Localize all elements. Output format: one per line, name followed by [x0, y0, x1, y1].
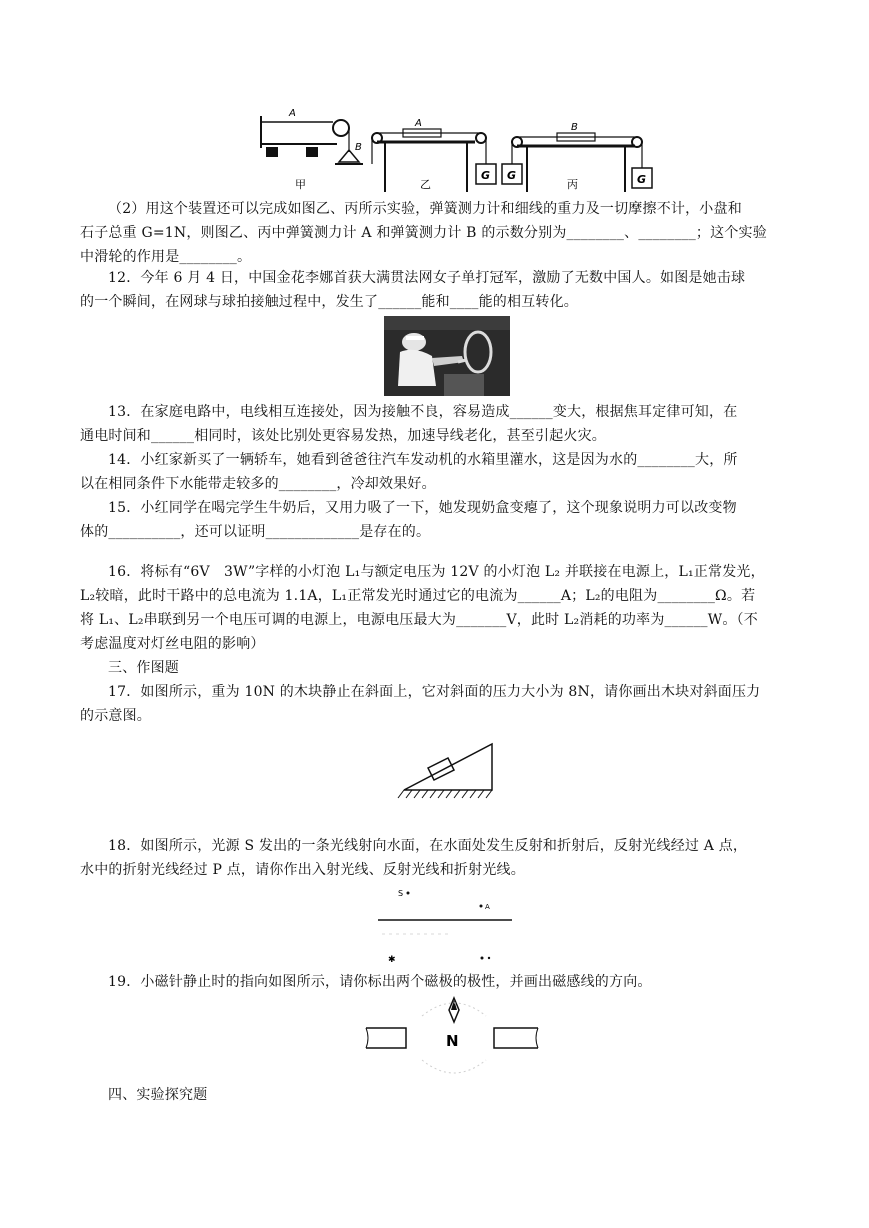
q13-line-1: 13．在家庭电路中，电线相互连接处，因为接触不良，容易造成______变大，根据焦耳定律可知，在: [108, 404, 738, 420]
q12-line-2: 的一个瞬间，在网球与球拍接触过程中，发生了______能和____能的相互转化。: [80, 294, 578, 310]
compass-needle: [449, 998, 459, 1022]
source-s-label: S: [398, 889, 404, 898]
label-a1: A: [289, 108, 296, 119]
q16-line-4: 考虑温度对灯丝电阻的影响）: [80, 636, 265, 652]
magnet-right: [494, 1028, 538, 1048]
section-3-heading: 三、作图题: [108, 660, 179, 676]
label-jia: 甲: [295, 178, 306, 191]
q17-line-2: 的示意图。: [80, 708, 151, 724]
incline-block-figure: [396, 742, 502, 800]
label-b1: B: [355, 142, 362, 153]
label-yi: 乙: [420, 178, 431, 191]
q11-line-1: （2）用这个装置还可以完成如图乙、丙所示实验，弹簧测力计和细线的重力及一切摩擦不计，小盘和: [108, 201, 742, 217]
q18-line-1: 18．如图所示，光源 S 发出的一条光线射向水面，在水面处发生反射和折射后，反射光线经过 A 点，: [108, 838, 748, 854]
q11-line-3: 中滑轮的作用是________。: [80, 249, 252, 265]
q12-line-1: 12．今年 6 月 4 日，中国金花李娜首获大满贯法网女子单打冠军，激励了无数中国人。如图是她击球: [108, 270, 746, 286]
weight-g-bing-right: G: [637, 173, 647, 186]
q11-line-2: 石子总重 G=1N，则图乙、丙中弹簧测力计 A 和弹簧测力计 B 的示数分别为________、________；这个实验: [80, 225, 767, 241]
tennis-photo: [384, 316, 510, 396]
q15-line-2: 体的__________，还可以证明_____________是存在的。: [80, 524, 431, 540]
q15-line-1: 15．小红同学在喝完学生牛奶后，又用力吸了一下，她发现奶盒变瘪了，这个现象说明力可以改变物: [108, 500, 737, 516]
section-4-heading: 四、实验探究题: [108, 1087, 208, 1103]
magnet-needle-figure: [362, 996, 542, 1082]
q11-part2-cont: [80, 221, 792, 269]
wood-block: [428, 758, 454, 780]
point-a-label: A: [485, 903, 490, 911]
water-surface-figure: [368, 884, 518, 966]
pulley-experiment-figure: [255, 104, 665, 194]
magnet-left: [366, 1028, 406, 1048]
q17-line-1: 17．如图所示，重为 10N 的木块静止在斜面上，它对斜面的压力大小为 8N，请你画出木块对斜面压力: [108, 684, 761, 700]
label-bing: 丙: [567, 178, 578, 191]
figure-jia: [261, 116, 363, 164]
needle-n-label: N: [446, 1032, 459, 1050]
q18-line-2: 水中的折射光线经过 P 点，请你作出入射光线、反射光线和折射光线。: [80, 862, 525, 878]
weight-g-bing-left: G: [507, 169, 517, 182]
label-a2: A: [415, 118, 422, 129]
q19-line-1: 19．小磁针静止时的指向如图所示，请你标出两个磁极的极性，并画出磁感线的方向。: [108, 974, 652, 990]
q11-part2: [80, 197, 792, 221]
weight-g-yi: G: [481, 169, 491, 182]
figure-yi: [372, 129, 496, 192]
point-p-dot: [481, 957, 484, 960]
q16-line-1: 16．将标有“6V 3W”字样的小灯泡 L₁与额定电压为 12V 的小灯泡 L₂ 并联接在电源上，L₁正常发光，: [108, 564, 765, 580]
q16-line-3: 将 L₁、L₂串联到另一个电压可调的电源上，电源电压最大为_______V，此时 L₂消耗的功率为______W。（不: [80, 612, 758, 628]
q16-line-2: L₂较暗，此时干路中的总电流为 1.1A，L₁正常发光时通过它的电流为______A；L₂的电阻为________Ω。若: [80, 588, 756, 604]
q14-line-2: 以在相同条件下水能带走较多的________，冷却效果好。: [80, 476, 436, 492]
source-s-dot: [407, 892, 410, 895]
q13-line-2: 通电时间和______相同时，该处比别处更容易发热，加速导线老化，甚至引起火灾。: [80, 428, 606, 444]
q14-line-1: 14．小红家新买了一辆轿车，她看到爸爸往汽车发动机的水箱里灌水，这是因为水的________大，所: [108, 452, 738, 468]
label-b2: B: [571, 122, 578, 133]
point-p-mark: ✱: [388, 955, 396, 965]
point-a-dot: [480, 905, 483, 908]
